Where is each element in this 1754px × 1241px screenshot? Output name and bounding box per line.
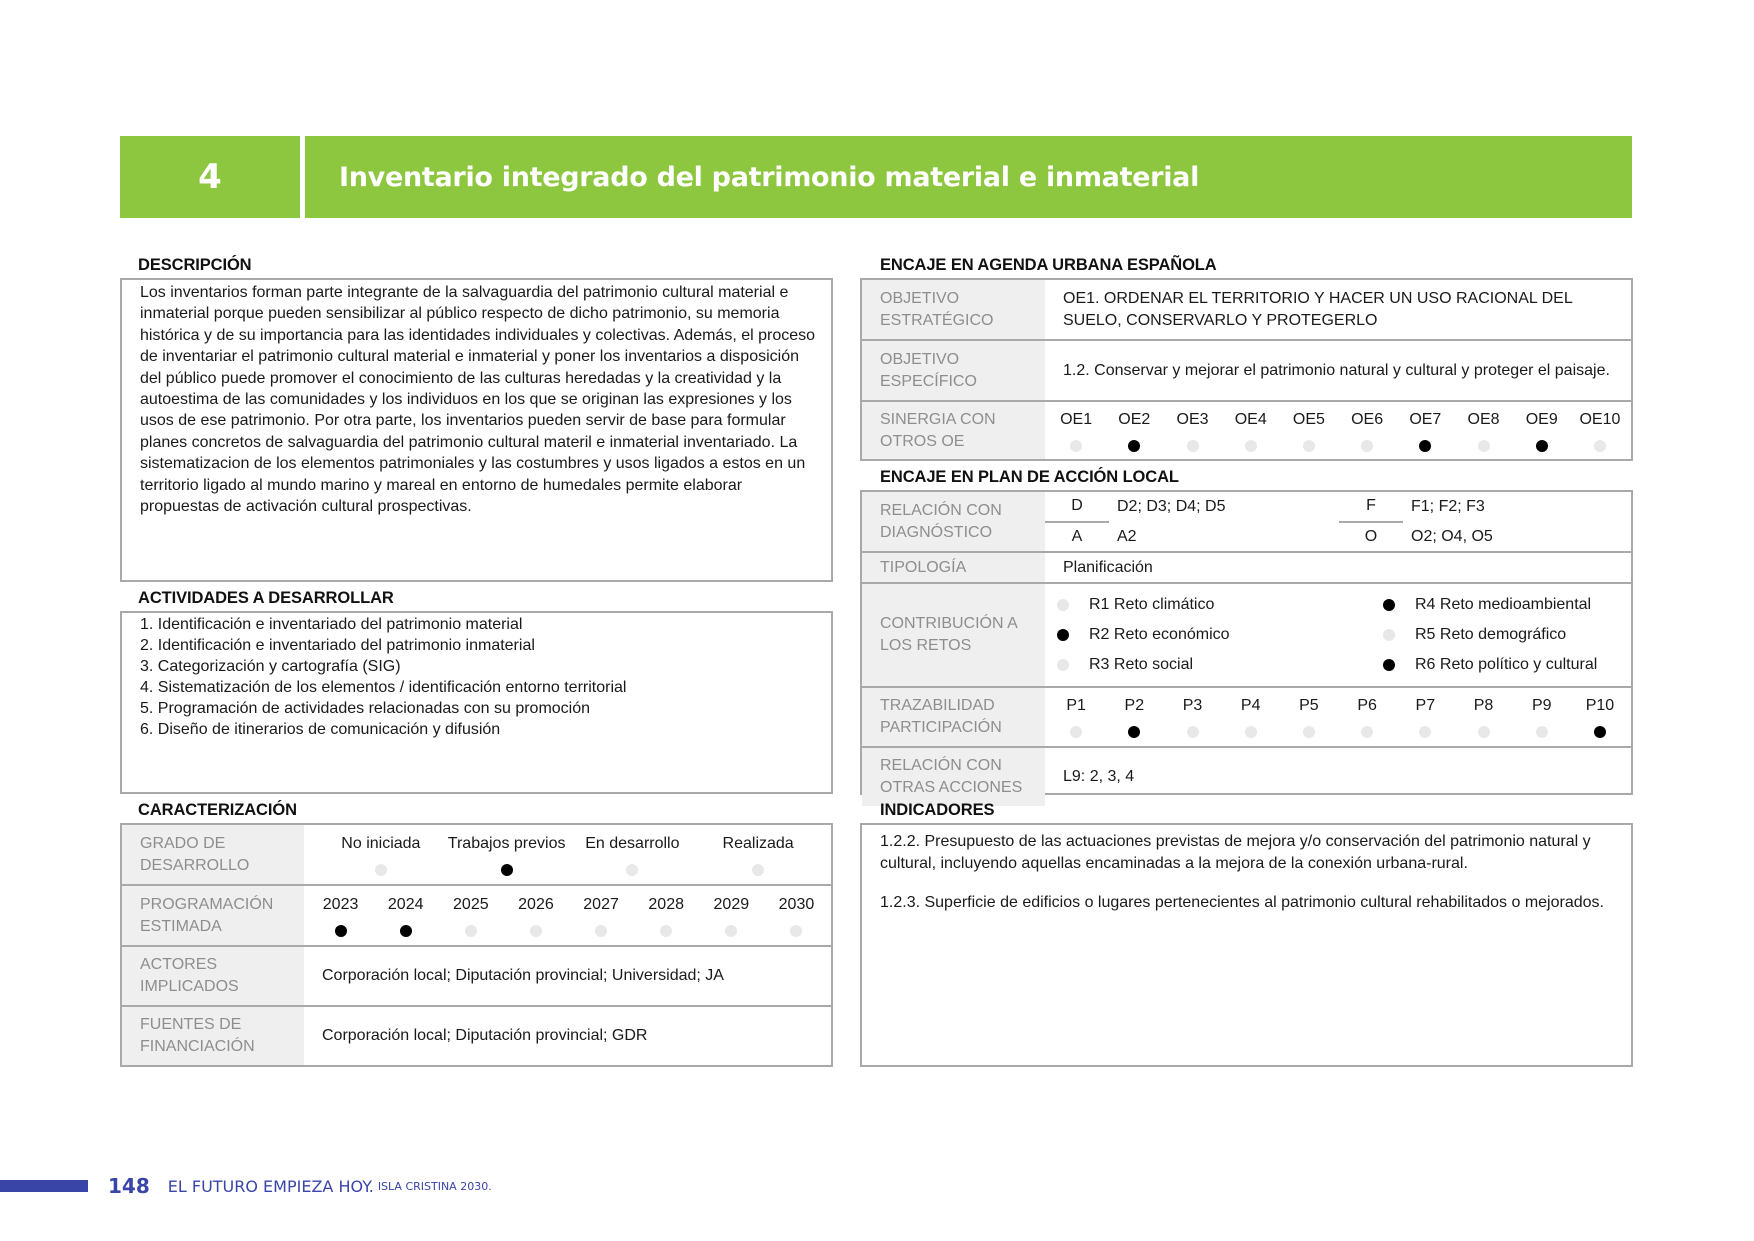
- caracterizacion-table: [120, 823, 833, 1067]
- status-dot: [1419, 440, 1431, 452]
- grado-option: Trabajos previos: [444, 834, 570, 876]
- fuentes-row: [122, 1006, 831, 1065]
- actividad-item: 3. Categorización y cartografía (SIG): [140, 658, 401, 675]
- programacion-row: [122, 885, 831, 946]
- grado-option: Realizada: [695, 834, 821, 876]
- p-cell: P5: [1280, 696, 1338, 738]
- status-dot: [400, 925, 412, 937]
- sinergia-items: [1045, 401, 1631, 459]
- programacion-label: PROGRAMACIÓN ESTIMADA: [122, 885, 304, 946]
- status-dot: [1303, 440, 1315, 452]
- grado-options: [304, 825, 831, 885]
- descripcion-label: DESCRIPCIÓN: [138, 256, 252, 274]
- diag-key-f: F: [1339, 492, 1403, 523]
- oe-cell: OE9: [1513, 410, 1571, 452]
- estrategico-row: [862, 280, 1631, 340]
- status-dot: [1361, 726, 1373, 738]
- actividad-item: 2. Identificación e inventariado del patrimonio inmaterial: [140, 637, 535, 654]
- tipologia-row: [862, 552, 1631, 583]
- status-dot: [1057, 659, 1069, 671]
- action-title: Inventario integrado del patrimonio material e inmaterial: [305, 136, 1632, 218]
- status-dot: [1383, 599, 1395, 611]
- reto-item: R3 Reto social: [1089, 656, 1194, 673]
- status-dot: [1128, 440, 1140, 452]
- grado-row: [122, 825, 831, 885]
- actores-row: [122, 946, 831, 1006]
- diagnostico-row: [862, 492, 1631, 552]
- status-dot: [465, 925, 477, 937]
- footer-accent-bar: [0, 1180, 88, 1192]
- reto-item: R6 Reto político y cultural: [1415, 656, 1598, 673]
- grado-label: GRADO DE DESARROLLO: [122, 825, 304, 885]
- year-cell: 2029: [699, 895, 764, 937]
- diag-key-a: A: [1071, 527, 1083, 545]
- diag-value-o: O2; O4, O5: [1411, 527, 1493, 545]
- descripcion-box: [120, 278, 833, 582]
- status-dot: [1478, 726, 1490, 738]
- oe-cell: OE8: [1454, 410, 1512, 452]
- especifico-label: OBJETIVO ESPECÍFICO: [862, 340, 1045, 401]
- p-cell: P6: [1338, 696, 1396, 738]
- status-dot: [335, 925, 347, 937]
- footer-subtitle: ISLA CRISTINA 2030.: [377, 1179, 492, 1193]
- actividad-item: 4. Sistematización de los elementos / identificación entorno territorial: [140, 679, 627, 696]
- oe-cell: OE4: [1222, 410, 1280, 452]
- tipologia-label: TIPOLOGÍA: [862, 552, 1045, 583]
- year-cell: 2025: [438, 895, 503, 937]
- trazabilidad-label: TRAZABILIDAD PARTICIPACIÓN: [862, 687, 1045, 747]
- status-dot: [1245, 440, 1257, 452]
- actividades-box: [120, 611, 833, 794]
- status-dot: [1536, 726, 1548, 738]
- p-cell: P8: [1454, 696, 1512, 738]
- caracterizacion-label: CARACTERIZACIÓN: [138, 801, 297, 819]
- p-cell: P4: [1222, 696, 1280, 738]
- status-dot: [1594, 440, 1606, 452]
- footer-brand: EL FUTURO EMPIEZA HOY.: [167, 1176, 374, 1196]
- plan-table: [860, 490, 1633, 795]
- reto-item: R1 Reto climático: [1089, 596, 1215, 613]
- status-dot: [1057, 599, 1069, 611]
- diag-key-d: D: [1045, 492, 1109, 523]
- status-dot: [595, 925, 607, 937]
- status-dot: [1070, 726, 1082, 738]
- diag-value-d: D2; D3; D4; D5: [1117, 498, 1226, 516]
- status-dot: [1383, 659, 1395, 671]
- status-dot: [1187, 726, 1199, 738]
- tipologia-value: Planificación: [1045, 552, 1631, 583]
- otras-acciones-value: L9: 2, 3, 4: [1045, 747, 1631, 806]
- otras-acciones-row: [862, 747, 1631, 806]
- status-dot: [1245, 726, 1257, 738]
- p-cell: P1: [1047, 696, 1105, 738]
- oe-cell: OE7: [1396, 410, 1454, 452]
- year-cell: 2026: [503, 895, 568, 937]
- programacion-years: [304, 885, 831, 946]
- diagnostico-values: [1045, 492, 1631, 552]
- sinergia-row: [862, 401, 1631, 459]
- actores-value: Corporación local; Diputación provincial; Universidad; JA: [304, 946, 831, 1006]
- status-dot: [1361, 440, 1373, 452]
- trazabilidad-items: [1045, 687, 1631, 747]
- diagnostico-label: RELACIÓN CON DIAGNÓSTICO: [862, 492, 1045, 552]
- grado-option: No iniciada: [318, 834, 444, 876]
- p-cell: P10: [1571, 696, 1629, 738]
- status-dot: [1478, 440, 1490, 452]
- status-dot: [626, 864, 638, 876]
- diag-value-f: F1; F2; F3: [1411, 498, 1485, 516]
- otras-acciones-label: RELACIÓN CON OTRAS ACCIONES: [862, 747, 1045, 806]
- oe-cell: OE10: [1571, 410, 1629, 452]
- retos-row: [862, 583, 1631, 687]
- status-dot: [752, 864, 764, 876]
- status-dot: [1057, 629, 1069, 641]
- especifico-row: [862, 340, 1631, 401]
- sinergia-label: SINERGIA CON OTROS OE: [862, 401, 1045, 459]
- status-dot: [1128, 726, 1140, 738]
- agenda-label: ENCAJE EN AGENDA URBANA ESPAÑOLA: [880, 256, 1217, 274]
- indicador-item: 1.2.3. Superficie de edificios o lugares pertenecientes al patrimonio cultural rehabilitados o mejorados.: [880, 894, 1604, 911]
- retos-label: CONTRIBUCIÓN A LOS RETOS: [862, 583, 1045, 687]
- actividades-label: ACTIVIDADES A DESARROLLAR: [138, 589, 394, 607]
- year-cell: 2023: [308, 895, 373, 937]
- actividad-item: 1. Identificación e inventariado del patrimonio material: [140, 616, 523, 633]
- p-cell: P2: [1105, 696, 1163, 738]
- status-dot: [1419, 726, 1431, 738]
- actores-label: ACTORES IMPLICADOS: [122, 946, 304, 1006]
- actividad-item: 5. Programación de actividades relacionadas con su promoción: [140, 700, 591, 717]
- action-number: 4: [120, 136, 300, 218]
- grado-option: En desarrollo: [570, 834, 696, 876]
- page-number: 148: [108, 1174, 150, 1198]
- oe-cell: OE1: [1047, 410, 1105, 452]
- status-dot: [530, 925, 542, 937]
- status-dot: [375, 864, 387, 876]
- reto-item: R2 Reto económico: [1089, 626, 1230, 643]
- oe-cell: OE2: [1105, 410, 1163, 452]
- action-header: [120, 136, 1632, 218]
- status-dot: [660, 925, 672, 937]
- reto-item: R5 Reto demográfico: [1415, 626, 1567, 643]
- status-dot: [1187, 440, 1199, 452]
- plan-label: ENCAJE EN PLAN DE ACCIÓN LOCAL: [880, 468, 1179, 486]
- status-dot: [1070, 440, 1082, 452]
- status-dot: [501, 864, 513, 876]
- status-dot: [1303, 726, 1315, 738]
- indicadores-label: INDICADORES: [880, 801, 995, 819]
- agenda-table: [860, 278, 1633, 461]
- oe-cell: OE3: [1163, 410, 1221, 452]
- fuentes-label: FUENTES DE FINANCIACIÓN: [122, 1006, 304, 1065]
- fuentes-value: Corporación local; Diputación provincial; GDR: [304, 1006, 831, 1065]
- diag-key-o: O: [1364, 527, 1378, 545]
- page-footer: [0, 1171, 492, 1201]
- retos-values: [1045, 583, 1631, 687]
- actividad-item: 6. Diseño de itinerarios de comunicación y difusión: [140, 721, 501, 738]
- indicadores-box: [860, 823, 1633, 1067]
- estrategico-value: OE1. ORDENAR EL TERRITORIO Y HACER UN USO RACIONAL DEL SUELO, CONSERVARLO Y PROTEGERLO: [1063, 289, 1573, 329]
- status-dot: [1383, 629, 1395, 641]
- status-dot: [725, 925, 737, 937]
- year-cell: 2030: [764, 895, 829, 937]
- status-dot: [1594, 726, 1606, 738]
- actividades-list: [122, 613, 831, 740]
- p-cell: P3: [1163, 696, 1221, 738]
- p-cell: P7: [1396, 696, 1454, 738]
- year-cell: 2024: [373, 895, 438, 937]
- oe-cell: OE6: [1338, 410, 1396, 452]
- especifico-value: 1.2. Conservar y mejorar el patrimonio natural y cultural y proteger el paisaje.: [1045, 340, 1631, 401]
- year-cell: 2028: [634, 895, 699, 937]
- p-cell: P9: [1513, 696, 1571, 738]
- reto-item: R4 Reto medioambiental: [1415, 596, 1592, 613]
- indicador-item: 1.2.2. Presupuesto de las actuaciones previstas de mejora y/o conservación del patrimonio natural y cultural, incluyendo aquellas encaminadas a la mejora de la conexión urbana-rural.: [880, 833, 1591, 872]
- trazabilidad-row: [862, 687, 1631, 747]
- year-cell: 2027: [569, 895, 634, 937]
- status-dot: [1536, 440, 1548, 452]
- estrategico-label: OBJETIVO ESTRATÉGICO: [862, 280, 1045, 340]
- oe-cell: OE5: [1280, 410, 1338, 452]
- diag-value-a: A2: [1117, 527, 1137, 545]
- descripcion-text: Los inventarios forman parte integrante de la salvaguardia del patrimonio cultural material e inmaterial porque pueden sensibilizar al público respecto de dicho patrimonio, su memoria histórica y de su importancia para las identidades individuales y colectivas. Además, el proceso de inventariar el patrimonio cultural material e inmaterial y poner los inventarios a disposición del público puede promover el conocimiento de las culturas heredadas y la creatividad y la autoestima de las comunidades y los individuos en los que se originan las expresiones y los usos de ese patrimonio. Por otra parte, los inventarios pueden servir de base para formular planes concretos de salvaguardia del patrimonio cultural materil e inmaterial inventariado. La sistematizacion de los elementos patrimoniales y las costumbres y usos ligados a estos en un territorio ligado al mundo marino y mareal en entorno de humedales permite elaborar propuestas de activación cultural prospectivas.: [140, 284, 816, 516]
- status-dot: [790, 925, 802, 937]
